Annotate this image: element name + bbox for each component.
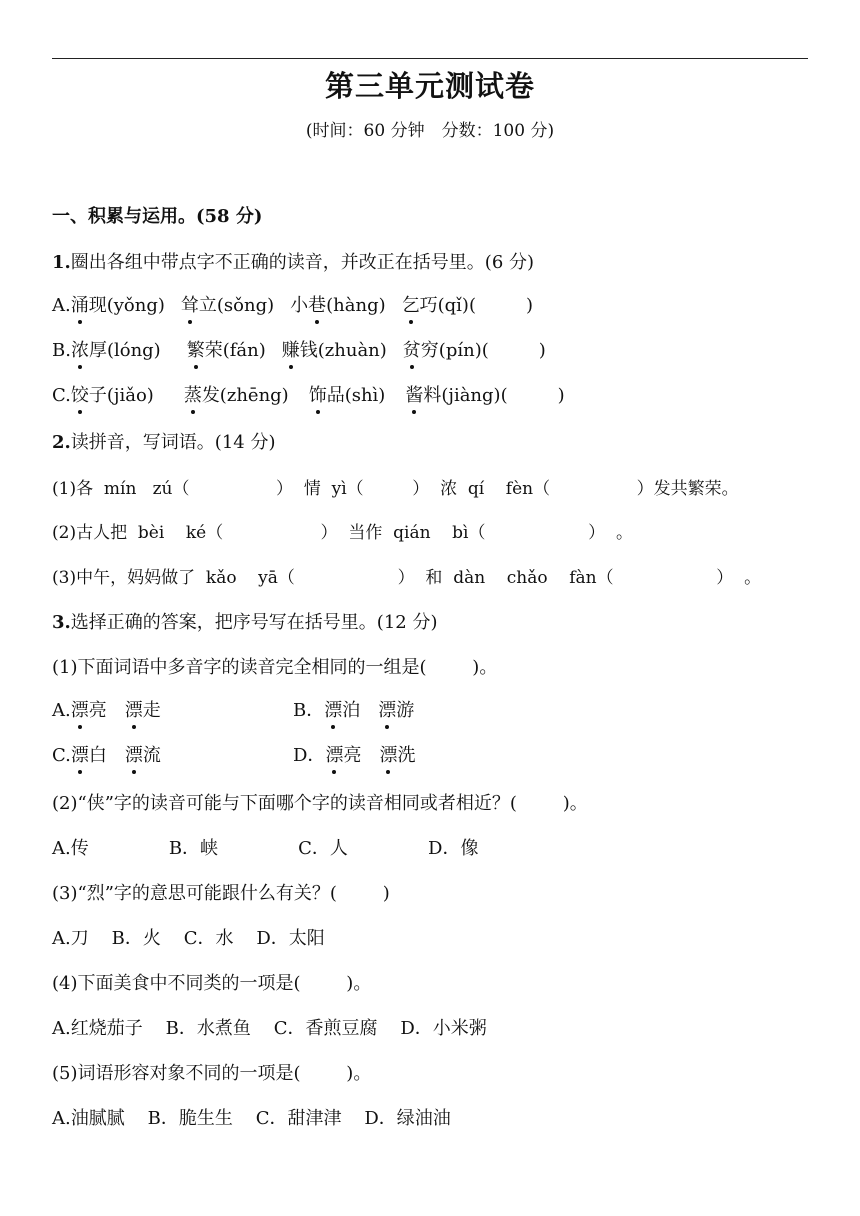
- subquestion-3: (3)“烈”字的意思可能跟什么有关？( ): [52, 883, 390, 904]
- question-text: 圈出各组中带点字不正确的读音，并改正在括号里。(6 分): [70, 252, 535, 273]
- subquestion-3-options: A.刀 B．火 C．水 D．太阳: [52, 928, 325, 949]
- option-row-a: A.涌现(yǒng) 耸立(sǒng) 小巷(hàng) 乞巧(qǐ)( ): [52, 295, 534, 316]
- option-c: C.漂白 漂流: [52, 745, 161, 766]
- question-number: 1.: [52, 252, 71, 273]
- question-2: [52, 431, 275, 455]
- question-3: [52, 611, 437, 635]
- subquestion-2: (2)“侠”字的读音可能与下面哪个字的读音相同或者相近？( )。: [52, 793, 588, 814]
- pinyin-line-1: (1)各 mín zú（ ） 情 yì（ ） 浓 qí fèn（ ）发共繁荣。: [52, 479, 739, 499]
- option-a: A.漂亮 漂走: [52, 700, 161, 721]
- subquestion-4: (4)下面美食中不同类的一项是( )。: [52, 973, 372, 994]
- subquestion-1: (1)下面词语中多音字的读音完全相同的一组是( )。: [52, 657, 498, 678]
- pinyin-line-2: (2)古人把 bèi ké（ ） 当作 qián bì（ ） 。: [52, 523, 633, 543]
- header-rule: [52, 58, 808, 59]
- subquestion-4-options: A.红烧茄子 B．水煮鱼 C．香煎豆腐 D．小米粥: [52, 1018, 487, 1039]
- section-heading: 一、积累与运用。(58 分): [52, 206, 263, 227]
- question-text: 读拼音，写词语。(14 分): [70, 432, 276, 453]
- subquestion-5-options: A.油腻腻 B．脆生生 C．甜津津 D．绿油油: [52, 1108, 451, 1129]
- question-number: 3.: [52, 612, 71, 633]
- option-row-b: B.浓厚(lóng) 繁荣(fán) 赚钱(zhuàn) 贫穷(pín)( ): [52, 340, 546, 361]
- page-subtitle: (时间：60 分钟 分数：100 分): [305, 121, 555, 141]
- subquestion-2-options: A.传 B．峡 C．人 D．像: [52, 838, 479, 859]
- pinyin-line-3: (3)中午，妈妈做了 kǎo yā（ ） 和 dàn chǎo fàn（ ） 。: [52, 568, 762, 588]
- option-row-c: C.饺子(jiǎo) 蒸发(zhēng) 饰品(shì) 酱料(jiàng)( ): [52, 385, 565, 406]
- question-1: [52, 251, 534, 275]
- question-text: 选择正确的答案，把序号写在括号里。(12 分): [70, 612, 438, 633]
- option-d: D．漂亮 漂洗: [293, 745, 416, 766]
- option-b: B．漂泊 漂游: [293, 700, 415, 721]
- page-title: 第三单元测试卷: [324, 69, 535, 103]
- question-number: 2.: [52, 432, 71, 453]
- subquestion-5: (5)词语形容对象不同的一项是( )。: [52, 1063, 372, 1084]
